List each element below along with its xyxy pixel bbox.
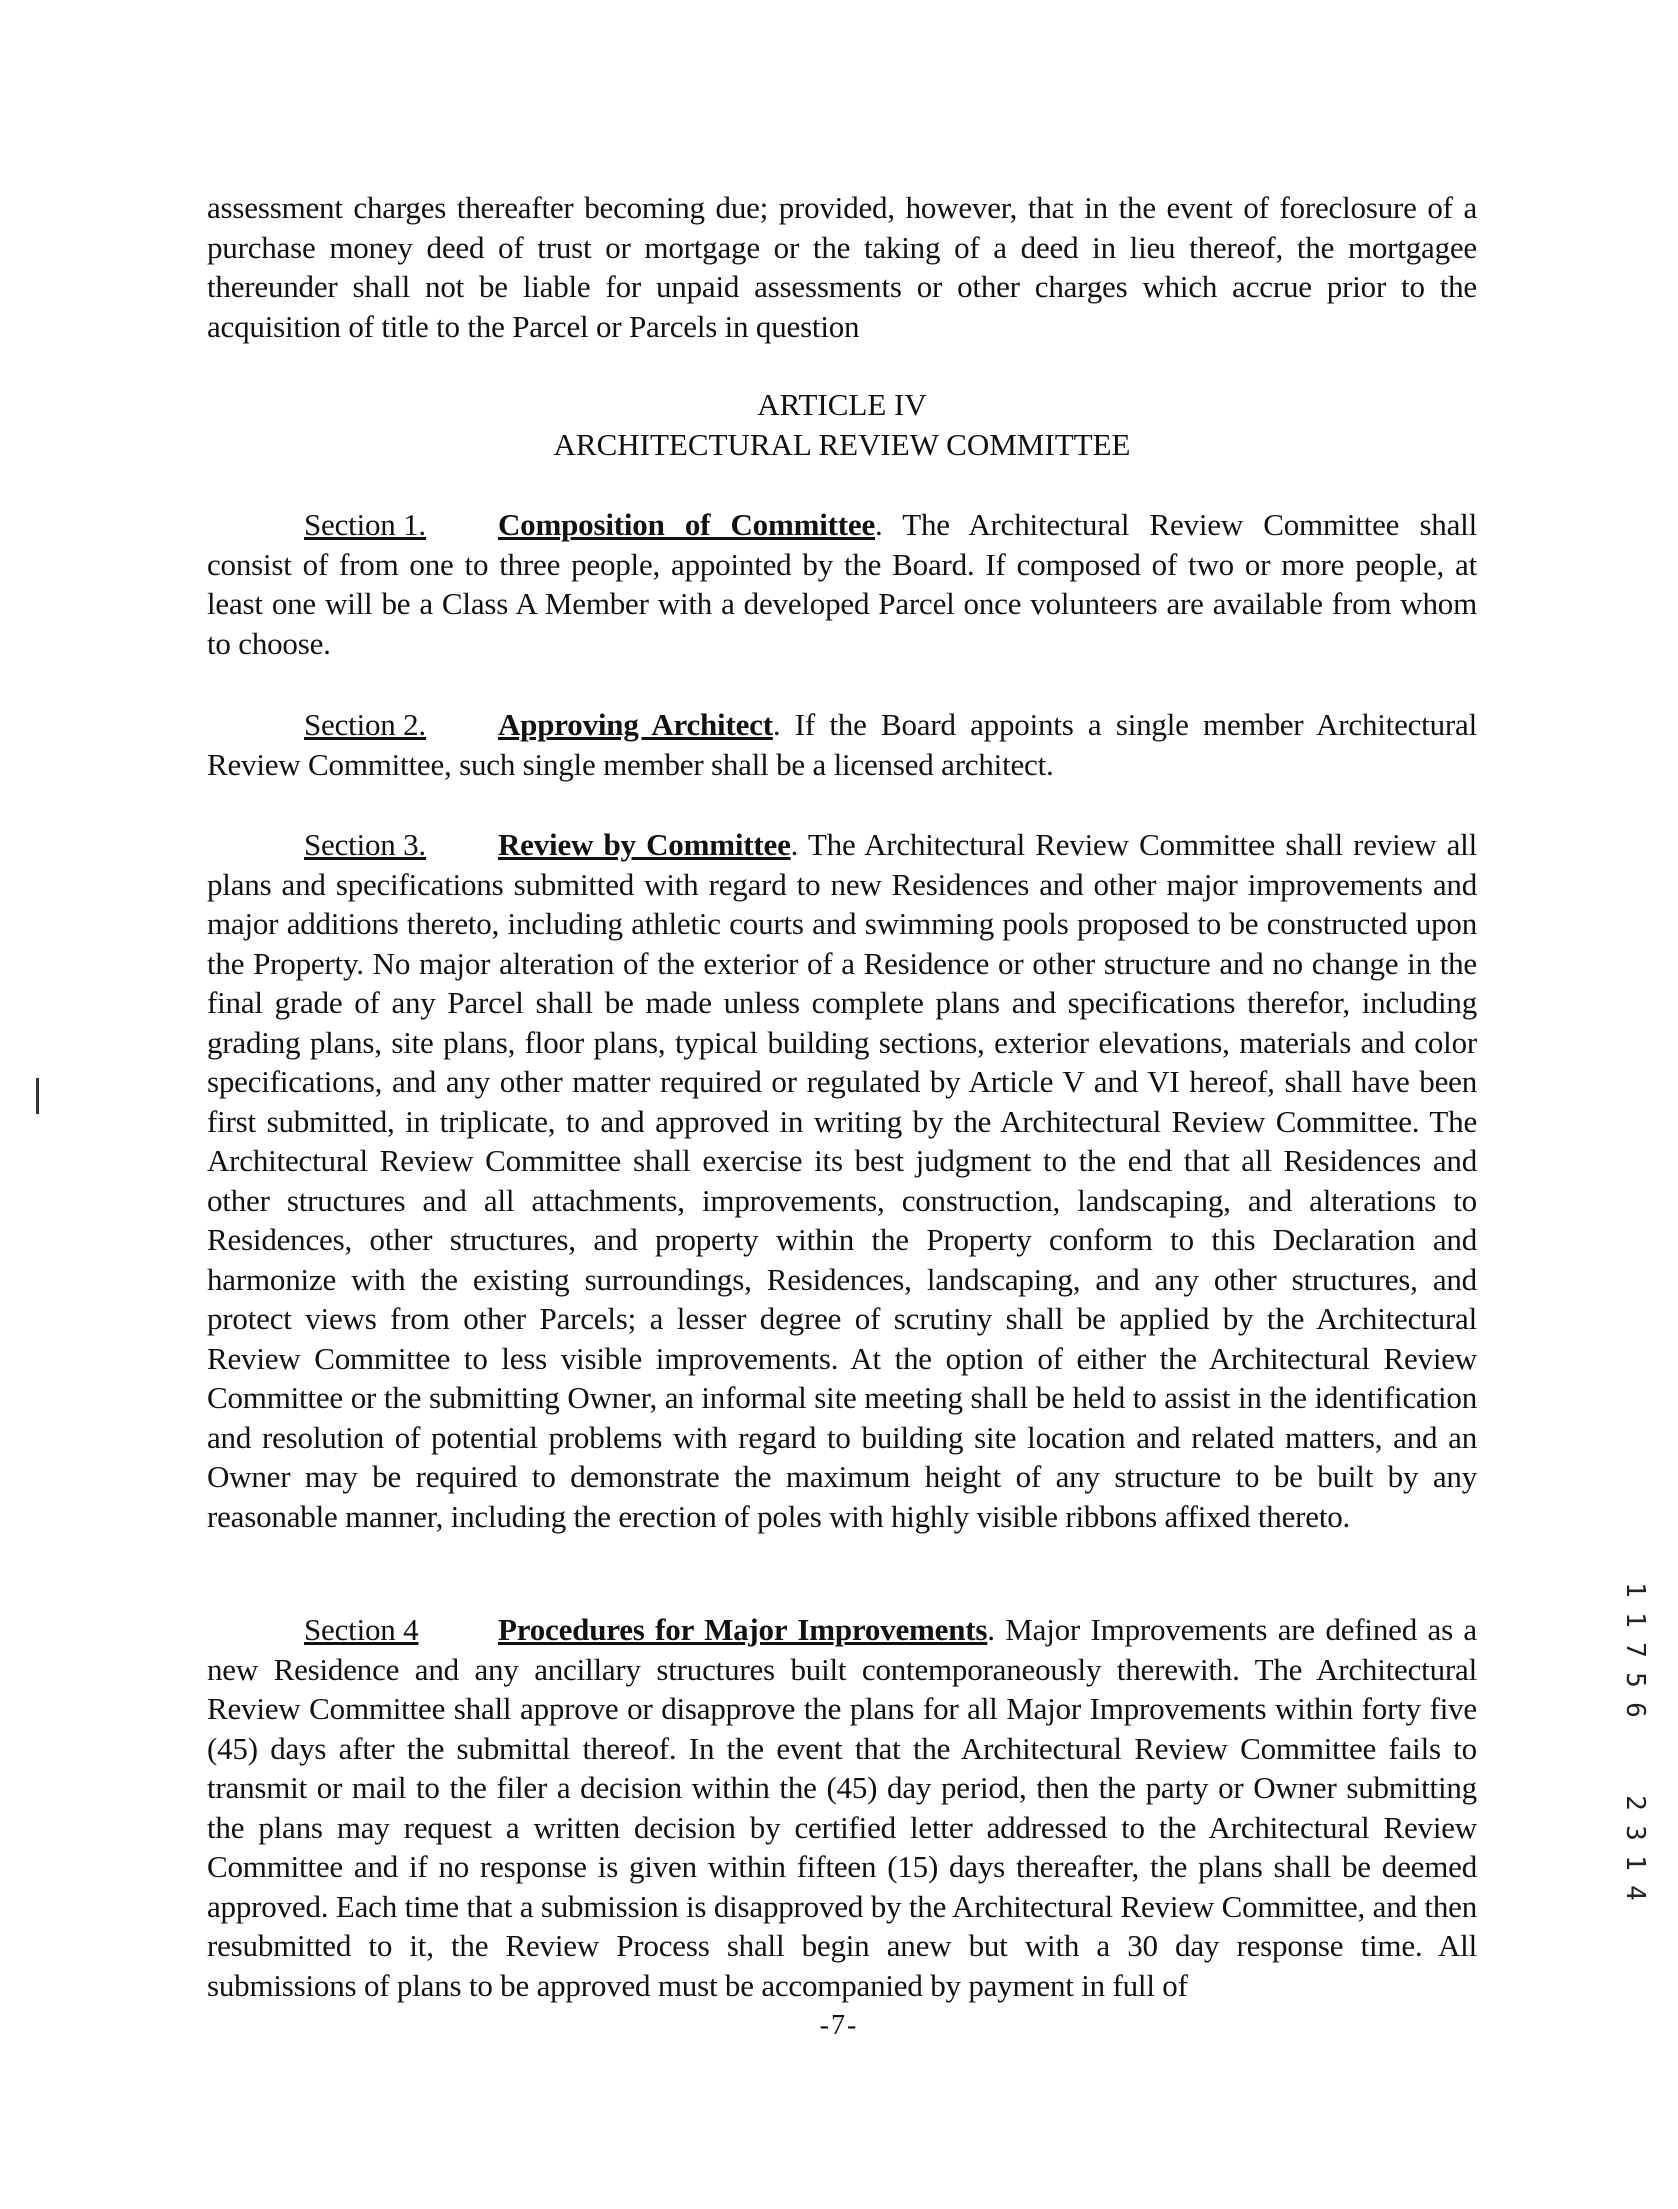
stamp-digit: 1 [1620, 1612, 1650, 1628]
recording-stamp-bottom [1620, 1788, 1650, 1908]
section-1-paragraph [207, 505, 1477, 663]
section-4-body: . Major Improvements are defined as a new Residence and any ancillary structures built contemporaneously therewith. The Architectural Review Committee shall approve or disapprove the plans for all Major Improvements within forty five (45) days after the submittal thereof. In the event that the Architectural Review Committee fails to transmit or mail to the filer a decision within the (45) day period, then the party or Owner submitting the plans may request a written decision by certified letter addressed to the Architectural Review Committee and if no response is given within fifteen (15) days thereafter, the plans shall be deemed approved. Each time that a submission is disapproved by the Architectural Review Committee, and then resubmitted to it, the Review Process shall begin anew but with a 30 day response time. All submissions of plans to be approved must be accompanied by payment in full of [207, 1612, 1477, 2003]
stamp-digit: 2 [1620, 1795, 1650, 1811]
stamp-digit: 6 [1620, 1702, 1650, 1718]
section-1-body: . The Architectural Review Committee shall consist of from one to three people, appointed by the Board. If composed of two or more people, at least one will be a Class A Member with a developed Parcel once volunteers are available from whom to choose. [207, 507, 1477, 661]
article-number: ARTICLE IV [757, 387, 927, 422]
page-number: -7- [819, 2010, 859, 2041]
recording-stamp-top [1620, 1575, 1650, 1725]
stamp-digit: 5 [1620, 1672, 1650, 1688]
section-3-title: Review by Committee [498, 827, 791, 862]
section-1-label: Section 1. [304, 507, 426, 542]
article-title: ARCHITECTURAL REVIEW COMMITTEE [553, 427, 1131, 462]
section-2-body: . If the Board appoints a single member Architectural Review Committee, such single member shall be a licensed architect. [207, 707, 1477, 782]
stamp-digit: 1 [1620, 1855, 1650, 1871]
section-1-title: Composition of Committee [498, 507, 876, 542]
section-3-paragraph [207, 825, 1477, 1536]
stamp-digit: 4 [1620, 1885, 1650, 1901]
stamp-digit: 7 [1620, 1642, 1650, 1658]
stamp-digit: 3 [1620, 1825, 1650, 1841]
section-2-paragraph [207, 705, 1477, 784]
section-4-title: Procedures for Major Improvements [498, 1612, 988, 1647]
section-4-label: Section 4 [304, 1612, 419, 1647]
section-3-body: . The Architectural Review Committee shall review all plans and specifications submitted with regard to new Residences and other major improvements and major additions thereto, including athletic courts and swimming pools proposed to be constructed upon the Property. No major alteration of the exterior of a Residence or other structure and no change in the final grade of any Parcel shall be made unless complete plans and specifications therefor, including grading plans, site plans, floor plans, typical building sections, exterior elevations, materials and color specifications, and any other matter required or regulated by Article V and VI hereof, shall have been first submitted, in triplicate, to and approved in writing by the Architectural Review Committee. The Architectural Review Committee shall exercise its best judgment to the end that all Residences and other structures and all attachments, improvements, construction, landscaping, and alterations to Residences, other structures, and property within the Property conform to this Declaration and harmonize with the existing surroundings, Residences, landscaping, and any other structures, and protect views from other Parcels; a lesser degree of scrutiny shall be applied by the Architectural Review Committee to less visible improvements. At the option of either the Architectural Review Committee or the submitting Owner, an informal site meeting shall be held to assist in the identification and resolution of potential problems with regard to building site location and related matters, and an Owner may be required to demonstrate the maximum height of any structure to be built by any reasonable manner, including the erection of poles with highly visible ribbons affixed thereto. [207, 827, 1477, 1534]
scan-margin-mark [36, 1078, 39, 1114]
section-2-label: Section 2. [304, 707, 426, 742]
section-4-paragraph [207, 1610, 1477, 2005]
section-3-label: Section 3. [304, 827, 426, 862]
opening-paragraph: assessment charges thereafter becoming due; provided, however, that in the event of foreclosure of a purchase money deed of trust or mortgage or the taking of a deed in lieu thereof, the mortgagee thereunder shall not be liable for unpaid assessments or other charges which accrue prior to the acquisition of title to the Parcel or Parcels in question [207, 190, 1477, 344]
section-2-title: Approving Architect [498, 707, 773, 742]
stamp-digit: 1 [1620, 1582, 1650, 1598]
